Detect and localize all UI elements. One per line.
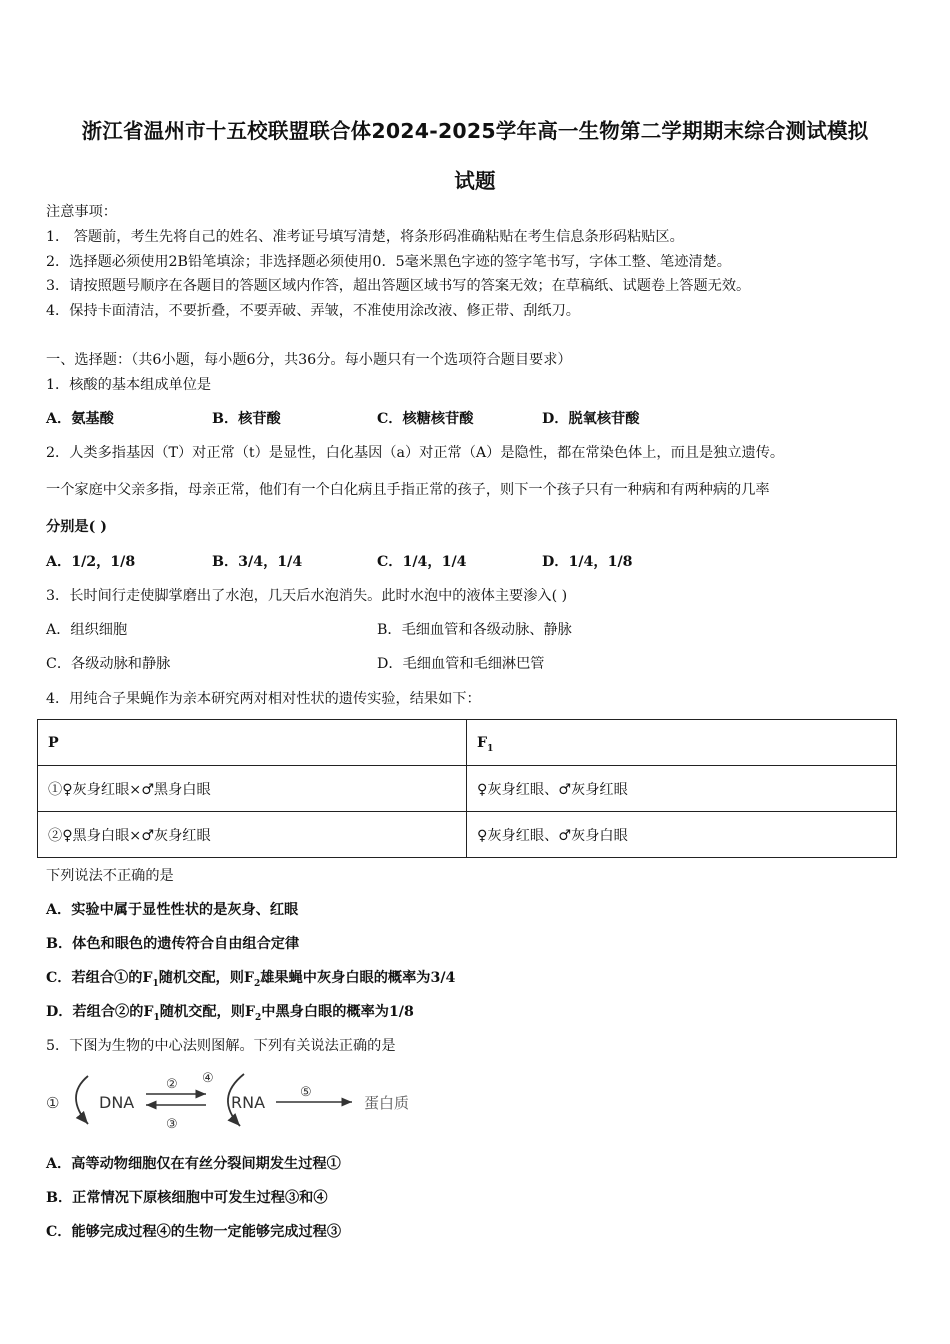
notice-item-4: 4．保持卡面清洁，不要折叠，不要弄破、弄皱，不准使用涂改液、修正带、刮纸刀。	[46, 303, 580, 319]
q2-stem-line2: 一个家庭中父亲多指，母亲正常，他们有一个白化病且手指正常的孩子，则下一个孩子只有一种病和有两种病的几率	[46, 482, 770, 498]
header-p-label: P	[48, 734, 59, 751]
q5-stem: 5．下图为生物的中心法则图解。下列有关说法正确的是	[46, 1038, 396, 1054]
q2-stem-line3: 分别是( )	[46, 519, 107, 535]
table-row	[38, 766, 897, 812]
q5-option-c: C．能够完成过程④的生物一定能够完成过程③	[46, 1224, 342, 1240]
row2-p: ②♀黑身白眼×♂灰身红眼	[38, 812, 467, 858]
q4-results-table	[37, 719, 897, 858]
row1-f1: ♀灰身红眼、♂灰身红眼	[467, 766, 897, 812]
exam-title-line1: 浙江省温州市十五校联盟联合体2024-2025学年高一生物第二学期期末综合测试模拟	[81, 119, 869, 143]
q3-option-c: C．各级动脉和静脉	[46, 656, 171, 672]
notice-item-2: 2．选择题必须使用2B铅笔填涂；非选择题必须使用0．5毫米黑色字迹的签字笔书写，字体工整、笔迹清楚。	[46, 254, 731, 270]
q4-option-c	[46, 969, 455, 987]
rna-label: RNA	[231, 1093, 266, 1112]
q4c-sub1: 1	[152, 978, 159, 989]
q4-option-b: B．体色和眼色的遗传符合自由组合定律	[46, 936, 300, 952]
q3-option-b: B．毛细血管和各级动脉、静脉	[377, 622, 572, 638]
q3-option-a: A．组织细胞	[46, 622, 128, 638]
q2-option-c: C．1/4，1/4	[377, 554, 467, 570]
q4d-sub1: 1	[153, 1012, 160, 1023]
notice-item-3: 3．请按照题号顺序在各题目的答题区域内作答，超出答题区域书写的答案无效；在草稿纸、试题卷上答题无效。	[46, 278, 751, 294]
table-row	[38, 812, 897, 858]
row2-f1: ♀灰身红眼、♂灰身白眼	[467, 812, 897, 858]
central-dogma-diagram	[44, 1066, 424, 1132]
q4c-post: 雄果蝇中灰身白眼的概率为3/4	[260, 970, 456, 986]
q5-option-a: A．高等动物细胞仅在有丝分裂间期发生过程①	[46, 1156, 341, 1172]
q4c-sub2: 2	[253, 978, 261, 989]
header-f1-subscript: 1	[487, 743, 494, 754]
q4-option-d	[46, 1003, 414, 1021]
process-1-label: ①	[46, 1094, 60, 1112]
header-p	[38, 720, 467, 766]
section-heading: 一、选择题：（共6小题，每小题6分，共36分。每小题只有一个选项符合题目要求）	[46, 352, 572, 368]
process-3-label: ③	[166, 1117, 178, 1132]
q4d-post: 中黑身白眼的概率为1/8	[261, 1004, 414, 1020]
notice-heading: 注意事项：	[46, 204, 117, 220]
header-f1	[467, 720, 897, 766]
q4c-mid: 随机交配，则F	[158, 970, 254, 986]
q2-stem-line1: 2．人类多指基因（T）对正常（t）是显性，白化基因（a）对正常（A）是隐性，都在常染色体上，而且是独立遗传。	[46, 445, 785, 461]
q1-stem: 1．核酸的基本组成单位是	[46, 377, 212, 393]
process-4-label: ④	[202, 1071, 214, 1086]
q3-option-d: D．毛细血管和毛细淋巴管	[377, 656, 545, 672]
q4-stem: 4．用纯合子果蝇作为亲本研究两对相对性状的遗传实验，结果如下：	[46, 691, 481, 707]
protein-label: 蛋白质	[364, 1094, 410, 1112]
q1-option-a: A．氨基酸	[46, 411, 114, 427]
exam-title-line2: 试题	[454, 169, 496, 193]
q4-question: 下列说法不正确的是	[46, 868, 174, 884]
table-header-row	[38, 720, 897, 766]
process-5-label: ⑤	[300, 1085, 312, 1100]
q1-option-d: D．脱氧核苷酸	[542, 411, 640, 427]
q1-option-c: C．核糖核苷酸	[377, 411, 474, 427]
q1-option-b: B．核苷酸	[212, 411, 281, 427]
dna-label: DNA	[99, 1093, 135, 1112]
header-f1-label: F	[477, 734, 488, 751]
q4d-pre: D．若组合②的F	[46, 1004, 154, 1020]
q4c-pre: C．若组合①的F	[46, 970, 153, 986]
notice-item-1: 1． 答题前，考生先将自己的姓名、准考证号填写清楚，将条形码准确粘贴在考生信息条形码粘贴区。	[46, 229, 684, 245]
replication-arrow	[76, 1076, 88, 1124]
process-2-label: ②	[166, 1077, 178, 1092]
q2-option-d: D．1/4，1/8	[542, 554, 633, 570]
q4-option-a: A．实验中属于显性性状的是灰身、红眼	[46, 902, 299, 918]
q4d-mid: 随机交配，则F	[159, 1004, 255, 1020]
q4d-sub2: 2	[254, 1012, 262, 1023]
q2-option-b: B．3/4，1/4	[212, 554, 303, 570]
q5-option-b: B．正常情况下原核细胞中可发生过程③和④	[46, 1190, 328, 1206]
row1-p: ①♀灰身红眼×♂黑身白眼	[38, 766, 467, 812]
q2-option-a: A．1/2，1/8	[46, 554, 136, 570]
q3-stem: 3．长时间行走使脚掌磨出了水泡，几天后水泡消失。此时水泡中的液体主要渗入( )	[46, 588, 568, 604]
